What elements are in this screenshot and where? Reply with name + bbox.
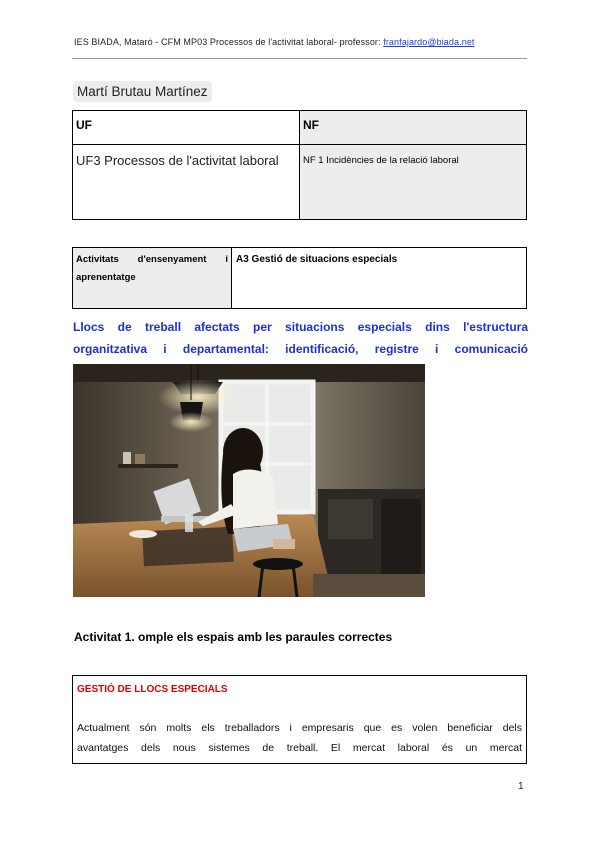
box-paragraph — [77, 718, 522, 758]
table-row — [73, 111, 527, 145]
table-row — [73, 145, 527, 220]
activity-title: Activitat 1. omple els espais amb les paraules correctes — [74, 630, 393, 644]
page-number: 1 — [518, 781, 524, 792]
page-header — [74, 37, 475, 47]
box-paragraph-line: avantatges dels nous sistemes de treball. El mercat laboral és un mercat — [77, 742, 522, 754]
header-divider — [72, 58, 527, 59]
header-email-link[interactable]: franfajardo@biada.net — [383, 37, 475, 47]
activity-table — [72, 247, 527, 309]
header-text: IES BIADA, Mataró - CFM MP03 Processos de l'activitat laboral- professor: — [74, 37, 381, 47]
activity-label: Activitats d'ensenyament i aprenentatge — [73, 248, 232, 309]
student-name: Martí Brutau Martínez — [73, 81, 212, 102]
uf-nf-table — [72, 110, 527, 220]
section-title-line: Llocs de treball afectats per situacions especials dins l'estructura — [73, 320, 528, 334]
table-row — [73, 248, 527, 309]
uf-header: UF — [73, 111, 300, 145]
exercise-box — [72, 675, 527, 764]
nf-value: NF 1 Incidències de la relació laboral — [300, 145, 527, 220]
uf-value: UF3 Processos de l'activitat laboral — [73, 145, 300, 220]
box-paragraph-line: Actualment són molts els treballadors i empresaris que es volen beneficiar dels — [77, 722, 522, 734]
activity-value: A3 Gestió de situacions especials — [232, 248, 527, 309]
photo-illustration — [73, 364, 425, 597]
box-title: GESTIÓ DE LLOCS ESPECIALS — [77, 684, 228, 695]
section-title — [73, 316, 528, 360]
section-title-line: organitzativa i departamental: identificació, registre i comunicació — [73, 342, 528, 356]
nf-header: NF — [300, 111, 527, 145]
office-photo — [73, 364, 425, 597]
